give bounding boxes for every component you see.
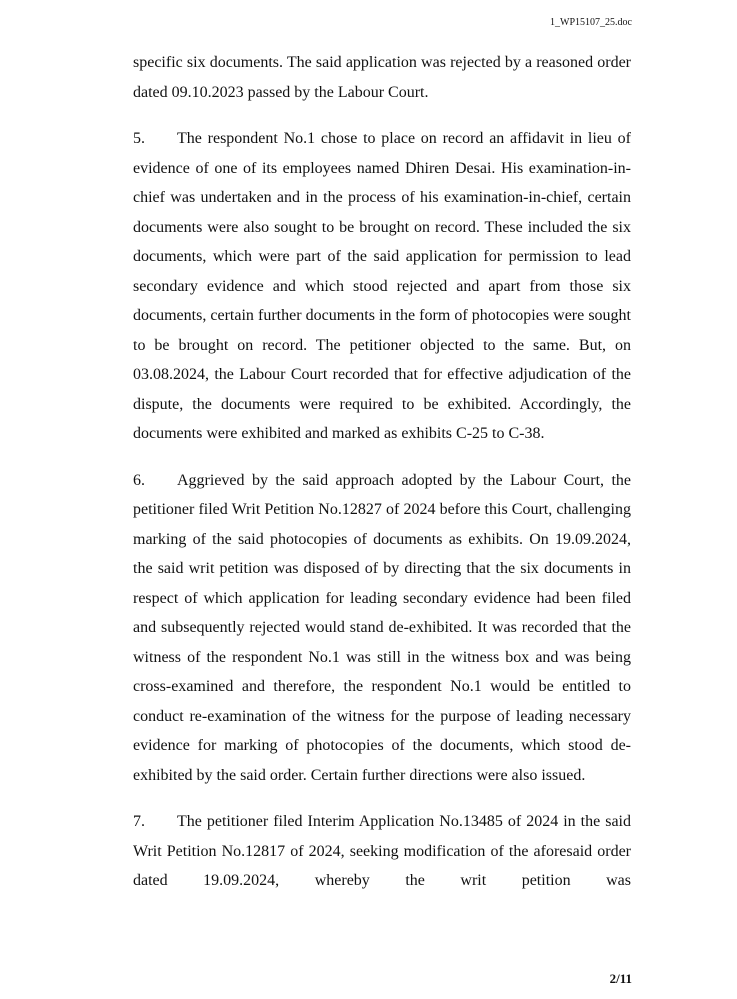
document-body bbox=[133, 48, 631, 913]
paragraph-text: specific six documents. The said application was rejected by a reasoned order dated 09.10.2023 passed by the Labour Court. bbox=[133, 54, 631, 101]
paragraph-5 bbox=[133, 124, 631, 449]
paragraph-number: 7. bbox=[133, 813, 145, 830]
paragraph-continuation bbox=[133, 48, 631, 107]
paragraph-text: The respondent No.1 chose to place on record an affidavit in lieu of evidence of one of its employees named Dhiren Desai. His examination-in-chief was undertaken and in the process of his examination-in-chief, certain documents were also sought to be brought on record. These included the six documents, which were part of the said application for permission to lead secondary evidence and which stood rejected and apart from those six documents, certain further documents in the form of photocopies were sought to be brought on record. The petitioner objected to the same. But, on 03.08.2024, the Labour Court recorded that for effective adjudication of the dispute, the documents were required to be exhibited. Accordingly, the documents were exhibited and marked as exhibits C-25 to C-38. bbox=[133, 130, 631, 442]
paragraph-6 bbox=[133, 466, 631, 791]
paragraph-text: The petitioner filed Interim Application No.13485 of 2024 in the said Writ Petition No.12817 of 2024, seeking modification of the aforesaid order dated 19.09.2024, whereby the writ petition was bbox=[133, 813, 631, 889]
paragraph-number: 5. bbox=[133, 130, 145, 147]
paragraph-text: Aggrieved by the said approach adopted by the Labour Court, the petitioner filed Writ Petition No.12827 of 2024 before this Court, challenging marking of the said photocopies of documents as exhibits. On 19.09.2024, the said writ petition was disposed of by directing that the six documents in respect of which application for leading secondary evidence had been filed and subsequently rejected would stand de-exhibited. It was recorded that the witness of the respondent No.1 was still in the witness box and was being cross-examined and therefore, the respondent No.1 would be entitled to conduct re-examination of the witness for the purpose of leading necessary evidence for marking of photocopies of the documents, which stood de-exhibited by the said order. Certain further directions were also issued. bbox=[133, 471, 631, 784]
paragraph-7 bbox=[133, 807, 631, 896]
paragraph-number: 6. bbox=[133, 471, 145, 489]
page-number: 2/11 bbox=[609, 971, 632, 986]
document-filename: 1_WP15107_25.doc bbox=[550, 17, 632, 28]
